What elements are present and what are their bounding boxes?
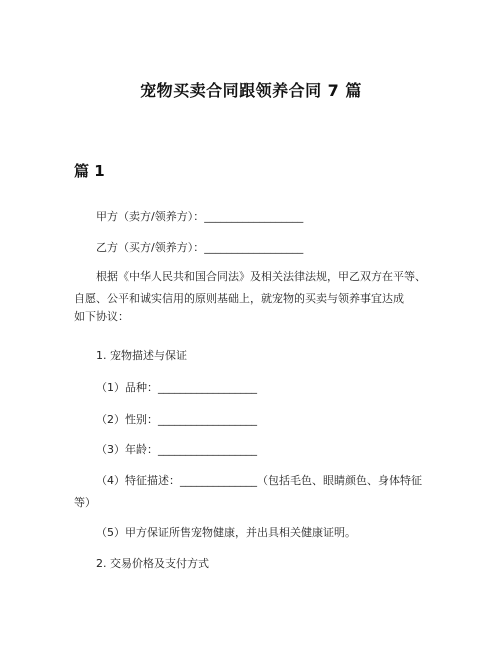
clause-1-title: 1. 宠物描述与保证 [96, 349, 187, 362]
item-features-line-2: 等） [74, 496, 96, 509]
party-b-line: 乙方（买方/领养方）：__________________ [96, 241, 304, 254]
item-gender: （2）性别：__________________ [96, 413, 257, 426]
intro-paragraph [74, 266, 444, 324]
section-heading: 篇 1 [74, 162, 105, 180]
document-title: 宠物买卖合同跟领养合同 7 篇 [140, 81, 362, 100]
item-features-line-1: （4）特征描述：______________（包括毛色、眼睛颜色、身体特征 [96, 474, 422, 487]
item-features [74, 470, 444, 514]
party-a-line: 甲方（卖方/领养方）：__________________ [96, 210, 304, 223]
item-health: （5）甲方保证所售宠物健康，并出具相关健康证明。 [96, 526, 356, 539]
clause-2-title: 2. 交易价格及支付方式 [96, 557, 209, 570]
item-age: （3）年龄：__________________ [96, 443, 257, 456]
intro-line-3: 如下协议： [74, 310, 129, 323]
item-breed: （1）品种：__________________ [96, 381, 257, 394]
intro-line-1: 根据《中华人民共和国合同法》及相关法律法规，甲乙双方在平等、 [96, 270, 426, 283]
intro-line-2: 自愿、公平和诚实信用的原则基础上，就宠物的买卖与领养事宜达成 [74, 292, 404, 305]
